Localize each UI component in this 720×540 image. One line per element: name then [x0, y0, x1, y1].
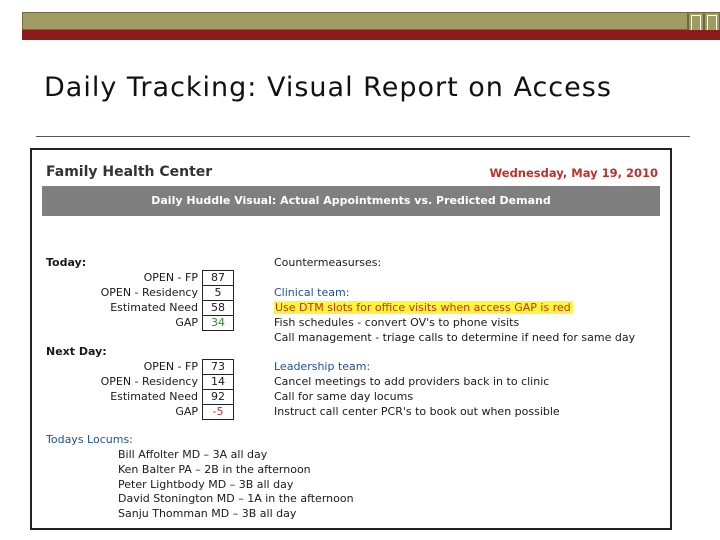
today-label-open-fp: OPEN - FP — [143, 271, 198, 284]
header-bar-red — [22, 30, 688, 40]
today-value-open-fp: 87 — [202, 270, 234, 286]
report-date: Wednesday, May 19, 2010 — [489, 166, 658, 180]
header-bar-olive — [22, 12, 688, 30]
locum-item: Ken Balter PA – 2B in the afternoon — [118, 463, 311, 476]
locum-item: Peter Lightbody MD – 3B all day — [118, 478, 294, 491]
clinical-team-heading: Clinical team: — [274, 286, 350, 299]
today-value-estimated-need: 58 — [202, 300, 234, 316]
next-label-gap: GAP — [175, 405, 198, 418]
report-banner: Daily Huddle Visual: Actual Appointments vs. Predicted Demand — [42, 186, 660, 216]
next-label-open-fp: OPEN - FP — [143, 360, 198, 373]
next-day-heading: Next Day: — [46, 345, 107, 358]
locum-item: David Stonington MD – 1A in the afternoon — [118, 492, 354, 505]
clinical-item: Call management - triage calls to determine if need for same day — [274, 331, 636, 344]
leadership-item: Cancel meetings to add providers back in to clinic — [274, 375, 550, 388]
countermeasures-heading: Countermeasurses: — [274, 256, 382, 269]
today-label-open-residency: OPEN - Residency — [100, 286, 198, 299]
next-value-open-fp: 73 — [202, 359, 234, 375]
title-divider — [36, 136, 690, 137]
slide-title: Daily Tracking: Visual Report on Access — [44, 72, 612, 103]
next-value-open-residency: 14 — [202, 374, 234, 390]
next-value-estimated-need: 92 — [202, 389, 234, 405]
next-value-gap: -5 — [202, 404, 234, 420]
report-document — [30, 148, 672, 530]
today-value-gap: 34 — [202, 315, 234, 331]
today-value-open-residency: 5 — [202, 285, 234, 301]
leadership-item: Instruct call center PCR's to book out when possible — [274, 405, 560, 418]
next-label-open-residency: OPEN - Residency — [100, 375, 198, 388]
corner-red-bar — [688, 30, 720, 40]
highlighted-countermeasure: Use DTM slots for office visits when access GAP is red — [275, 301, 571, 314]
today-heading: Today: — [46, 256, 87, 269]
organization-name: Family Health Center — [46, 164, 213, 180]
locums-heading: Todays Locums: — [46, 433, 133, 446]
locum-item: Sanju Thomman MD – 3B all day — [118, 507, 297, 520]
today-label-gap: GAP — [175, 316, 198, 329]
locum-item: Bill Affolter MD – 3A all day — [118, 448, 268, 461]
leadership-team-heading: Leadership team: — [274, 360, 371, 373]
next-label-estimated-need: Estimated Need — [110, 390, 198, 403]
leadership-item: Call for same day locums — [274, 390, 414, 403]
today-label-estimated-need: Estimated Need — [110, 301, 198, 314]
clinical-item — [274, 301, 573, 314]
clinical-item: Fish schedules - convert OV's to phone visits — [274, 316, 520, 329]
